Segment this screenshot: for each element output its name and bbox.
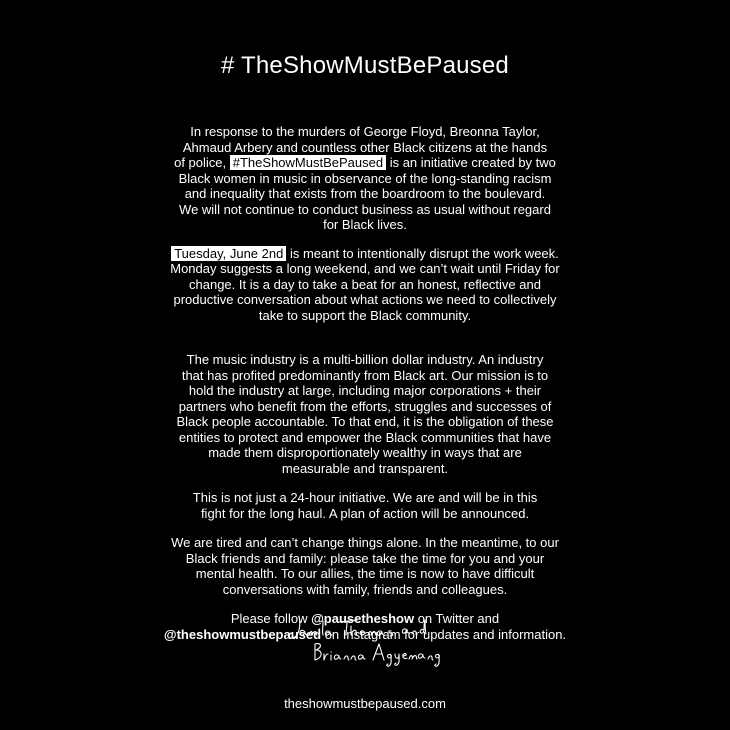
text-line: mental health. To our allies, the time is now to have difficult <box>195 566 535 581</box>
text-line: We will not continue to conduct business as usual without regard <box>179 201 551 217</box>
text-line: of police, <box>174 155 227 170</box>
text-line: conversations with family, friends and colleagues. <box>222 581 508 597</box>
text-line: on Instagram for updates and information. <box>324 626 567 642</box>
paragraph-industry <box>0 352 730 476</box>
text-line: for Black lives. <box>323 217 407 232</box>
text-line: We are tired and can’t change things alone. In the meantime, to our <box>171 535 559 550</box>
text-line: is an initiative created by two <box>389 155 556 170</box>
text-line: made them disproportionately wealthy in ways that are <box>208 445 522 460</box>
text-line: on Twitter and <box>417 611 500 626</box>
text-line: is meant to intentionally disrupt the work week. <box>289 245 559 261</box>
text-line: In response to the murders of George Floyd, Breonna Taylor, <box>190 124 540 139</box>
text-line: fight for the long haul. A plan of action will be announced. <box>200 505 530 521</box>
text-line: Black friends and family: please take the time for you and your <box>185 550 545 566</box>
text-line: Please follow <box>230 611 308 626</box>
text-line: Black people accountable. To that end, it is the obligation of these <box>176 414 554 429</box>
paragraph-date <box>0 246 730 324</box>
text-line: partners who benefit from the efforts, struggles and successes of <box>178 398 552 414</box>
date-highlight: Tuesday, June 2nd <box>171 246 286 261</box>
text-line: measurable and transparent. <box>281 460 449 476</box>
statement-body <box>0 124 730 642</box>
page-title: # TheShowMustBePaused <box>221 52 509 79</box>
text-line: Ahmaud Arbery and countless other Black citizens at the hands <box>182 139 548 155</box>
instagram-handle: @theshowmustbepaused <box>163 626 322 642</box>
handwritten-signature <box>285 608 450 668</box>
twitter-handle: @pausetheshow <box>311 611 415 626</box>
website-url: theshowmustbepaused.com <box>284 696 446 711</box>
hashtag-highlight: #TheShowMustBePaused <box>230 155 386 170</box>
text-line: take to support the Black community. <box>258 307 472 323</box>
text-line: The music industry is a multi-billion dollar industry. An industry <box>186 352 544 367</box>
text-line: change. It is a day to take a beat for an honest, reflective and <box>189 276 541 292</box>
text-line: that has profited predominantly from Black art. Our mission is to <box>181 367 549 383</box>
text-line: productive conversation about what actions we need to collectively <box>173 292 557 307</box>
text-line: Monday suggests a long weekend, and we can’t wait until Friday for <box>170 261 560 276</box>
text-line: entities to protect and empower the Black communities that have <box>178 429 552 445</box>
paragraph-intro <box>0 124 730 233</box>
text-line: hold the industry at large, including major corporations + their <box>188 383 542 398</box>
text-line: Black women in music in observance of the long-standing racism <box>178 170 552 186</box>
text-line: and inequality that exists from the boardroom to the boulevard. <box>184 186 546 201</box>
text-line: This is not just a 24-hour initiative. We are and will be in this <box>192 490 538 505</box>
paragraph-long-haul <box>0 490 730 521</box>
paragraph-allies <box>0 535 730 597</box>
